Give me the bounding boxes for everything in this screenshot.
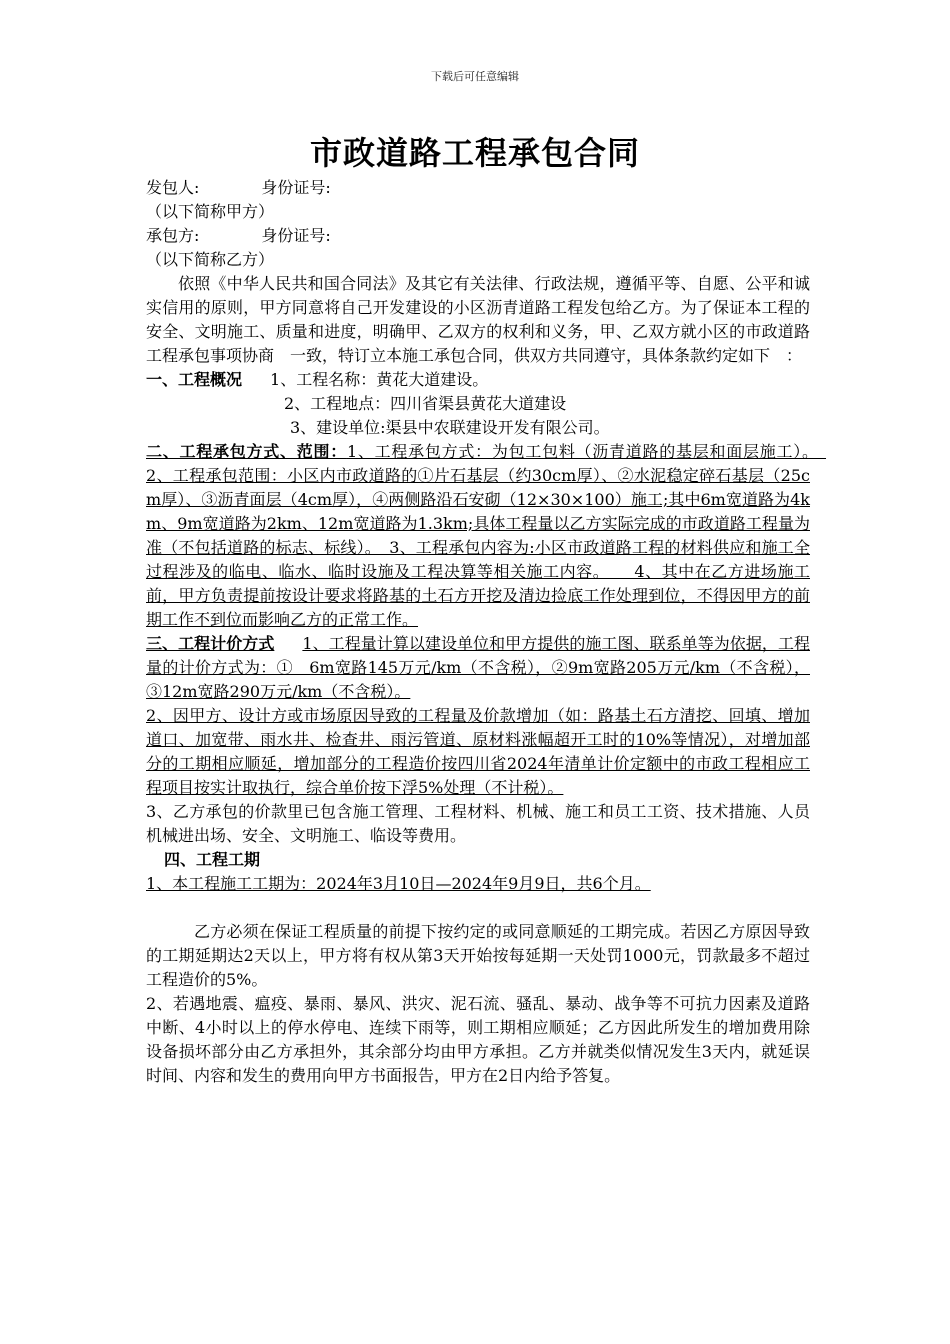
section-1-item-1: 1、工程名称：黄花大道建设。 <box>270 370 489 389</box>
party-a-alias: （以下简称甲方） <box>146 202 275 221</box>
party-a-label: 发包人: <box>146 178 200 197</box>
section-2-body: 1、工程承包方式：为包工包料（沥青道路的基层和面层施工）。 2、工程承包范围：小区内市政道路的①片石基层（约30cm厚）、②水泥稳定碎石基层（25cm厚）、③沥青面层（4cm厚），④两侧路沿石安砌（12×30×100）施工;其中6m宽道路为4km、9m宽道路为2km、12m宽道路为1.3km;具体工程量以乙方实际完成的市政道路工程量为准（不包括道路的标志、标线）。 3、工程承包内容为:小区市政道路工程的材料供应和施工全过程涉及的临电、临水、临时设施及工程决算等相关施工内容。 4、其中在乙方进场施工前，甲方负责提前按设计要求将路基的土石方开挖及清边捡底工作处理到位，不得因甲方的前期工作不到位而影响乙方的正常工作。 <box>146 442 827 629</box>
party-b-id-label: 身份证号: <box>261 226 331 245</box>
section-3-item-1-line <box>146 632 810 704</box>
document-title: 市政道路工程承包合同 <box>309 134 640 172</box>
header-note: 下载后可任意编辑 <box>431 70 519 83</box>
section-4-item-2: 2、若遇地震、瘟疫、暴雨、暴风、洪灾、泥石流、骚乱、暴动、战争等不可抗力因素及道路中断、4小时以上的停水停电、连续下雨等，则工期相应顺延；乙方因此所发生的增加费用除设备损坏部分由乙方承担外，其余部分均由甲方承担。乙方并就类似情况发生3天内，就延误时间、内容和发生的费用向甲方书面报告，甲方在2日内给予答复。 <box>146 994 810 1085</box>
section-4-heading: 四、工程工期 <box>164 850 261 869</box>
party-b-line <box>146 224 810 248</box>
blank-line <box>146 896 810 920</box>
section-3-heading: 三、工程计价方式 <box>146 634 275 653</box>
party-a-id-label: 身份证号: <box>261 178 331 197</box>
section-1-item-3: 3、建设单位:渠县中农联建设开发有限公司。 <box>290 418 610 437</box>
section-4-paragraph: 乙方必须在保证工程质量的前提下按约定的或同意顺延的工期完成。若因乙方原因导致的工期延期达2天以上，甲方将有权从第3天开始按每延期一天处罚1000元，罚款最多不超过工程造价的5%。 <box>146 922 810 989</box>
party-a-line <box>146 176 810 200</box>
contract-body <box>146 176 827 1088</box>
preamble: 依照《中华人民共和国合同法》及其它有关法律、行政法规，遵循平等、自愿、公平和诚实信用的原则，甲方同意将自己开发建设的小区沥青道路工程发包给乙方。为了保证本工程的安全、文明施工、质量和进度，明确甲、乙双方的权利和义务，甲、乙双方就小区的市政道路工程承包事项协商 一致，特订立本施工承包合同，供双方共同遵守，具体条款约定如下 ： <box>146 274 810 365</box>
party-b-label: 承包方: <box>146 226 200 245</box>
section-2 <box>146 440 827 632</box>
section-2-heading: 二、工程承包方式、范围： <box>146 442 347 461</box>
party-b-alias: （以下简称乙方） <box>146 250 275 269</box>
section-1-heading: 一、工程概况 <box>146 370 243 389</box>
section-1-item-2: 2、工程地点：四川省渠县黄花大道建设 <box>284 394 567 413</box>
section-3-item-2: 2、因甲方、设计方或市场原因导致的工程量及价款增加（如：路基土石方清挖、回填、增加道口、加宽带、雨水井、检查井、雨污管道、原材料涨幅超开工时的10%等情况），对增加部分的工期相应顺延，增加部分的工程造价按四川省2024年清单计价定额中的市政工程相应工程项目按实计取执行，综合单价按下浮5%处理（不计税）。 <box>146 706 810 797</box>
section-1-line <box>146 368 810 392</box>
section-3-item-3: 3、乙方承包的价款里已包含施工管理、工程材料、机械、施工和员工工资、技术措施、人员机械进出场、安全、文明施工、临设等费用。 <box>146 802 810 845</box>
section-3-item-1: 1、工程量计算以建设单位和甲方提供的施工图、联系单等为依据，工程量的计价方式为：① 6m宽路145万元/km（不含税），②9m宽路205万元/km（不含税），③12m宽路290万元/km（不含税）。 <box>146 634 810 701</box>
section-4-item-1: 1、本工程施工工期为：2024年3月10日—2024年9月9日，共6个月。 <box>146 874 651 893</box>
